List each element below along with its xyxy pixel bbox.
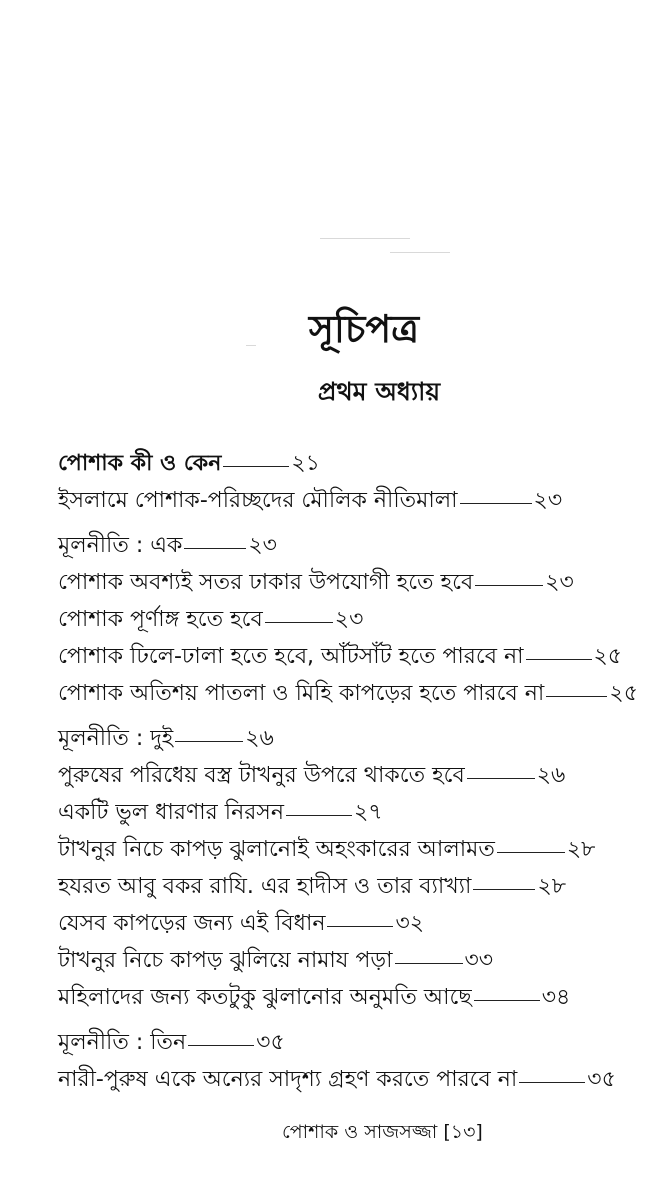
toc-entry [58,943,638,980]
page-footer: পোশাক ও সাজসজ্জা [১৩] [282,1121,483,1143]
toc-page-number: ২৩ [248,533,277,558]
toc-leader-line [473,889,535,890]
toc-entry-title: পোশাক অতিশয় পাতলা ও মিহি কাপড়ের হতে পারবে না [58,681,545,706]
toc-leader-line [265,622,333,623]
toc-entry-title: মূলনীতি : দুই [58,726,174,751]
toc-leader-line [327,926,393,927]
toc-entry [58,639,638,676]
toc-page-number: ২৬ [536,763,566,788]
toc-page-number: ২৭ [353,800,383,825]
toc-page-number: ৩২ [395,911,425,936]
toc-entry-title: টাখনুর নিচে কাপড় ঝুলিয়ে নামায পড়া [58,948,393,973]
toc-leader-line [475,585,543,586]
toc-entry-title: পোশাক ঢিলে-ঢালা হতে হবে, আঁটসাঁট হতে পারবে না [58,644,524,669]
toc-entry [58,721,638,758]
bleed-through-mark [390,252,450,253]
toc-leader-line [460,503,532,504]
toc-title: সূচিপত্র [308,307,420,351]
toc-entry [58,869,638,906]
bleed-through-mark [320,238,410,239]
toc-page-number: ২৫ [593,644,623,669]
toc-leader-line [175,741,243,742]
toc-page-number: ২১ [291,451,320,476]
toc-entry [58,446,638,483]
toc-entry [58,565,638,602]
toc-leader-line [395,963,463,964]
toc-page-number: ২৩ [545,570,574,595]
toc-entry [58,758,638,795]
toc-entry [58,483,638,520]
toc-entry-title: পোশাক পূর্ণাঙ্গ হতে হবে [58,607,263,632]
chapter-heading: প্রথম অধ্যায় [317,377,441,406]
toc-leader-line [223,466,289,467]
toc-page-number: ২৫ [609,681,638,706]
toc-entry [58,906,638,943]
toc-entry [58,1062,638,1099]
toc-page-number: ৩৫ [587,1067,616,1092]
toc-entry-title: মূলনীতি : এক [58,533,183,558]
toc-entry-title: মূলনীতি : তিন [58,1030,187,1055]
toc-entry-title: একটি ভুল ধারণার নিরসন [58,800,284,825]
toc-page-number: ২৮ [537,874,567,899]
toc-page-number: ৩৩ [464,948,494,973]
toc-leader-line [184,548,246,549]
toc-entry [58,832,638,869]
toc-page-number: ২৮ [566,837,596,862]
toc-list [58,446,638,1099]
toc-page-number: ৩৫ [256,1030,285,1055]
toc-leader-line [546,696,607,697]
toc-leader-line [286,815,352,816]
toc-entry [58,795,638,832]
toc-entry-title: টাখনুর নিচে কাপড় ঝুলানোই অহংকারের আলামত [58,837,495,862]
toc-leader-line [188,1045,254,1046]
toc-page-number: ২৩ [334,607,364,632]
toc-entry-title: ইসলামে পোশাক-পরিচ্ছদের মৌলিক নীতিমালা [58,488,458,513]
toc-entry-title: পুরুষের পরিধেয় বস্ত্র টাখনুর উপরে থাকতে হবে [58,763,465,788]
toc-leader-line [526,659,592,660]
toc-entry-title: পোশাক অবশ্যই সতর ঢাকার উপযোগী হতে হবে [58,570,474,595]
toc-entry [58,980,638,1017]
toc-entry-title: পোশাক কী ও কেন [58,451,222,476]
toc-entry-title: নারী-পুরুষ একে অন্যের সাদৃশ্য গ্রহণ করতে পারবে না [58,1067,518,1092]
toc-page-number: ২৩ [533,488,563,513]
toc-entry-title: যেসব কাপড়ের জন্য এই বিধান [58,911,326,936]
toc-leader-line [497,852,565,853]
toc-page-number: ২৬ [245,726,274,751]
toc-entry [58,676,638,713]
toc-entry [58,602,638,639]
toc-entry [58,1025,638,1062]
toc-page-number: ৩৪ [541,985,571,1010]
toc-leader-line [467,778,535,779]
toc-entry [58,528,638,565]
toc-leader-line [519,1082,585,1083]
toc-entry-title: হযরত আবু বকর রাযি. এর হাদীস ও তার ব্যাখ্যা [58,874,472,899]
toc-leader-line [474,1000,540,1001]
toc-entry-title: মহিলাদের জন্য কতটুকু ঝুলানোর অনুমতি আছে [58,985,472,1010]
